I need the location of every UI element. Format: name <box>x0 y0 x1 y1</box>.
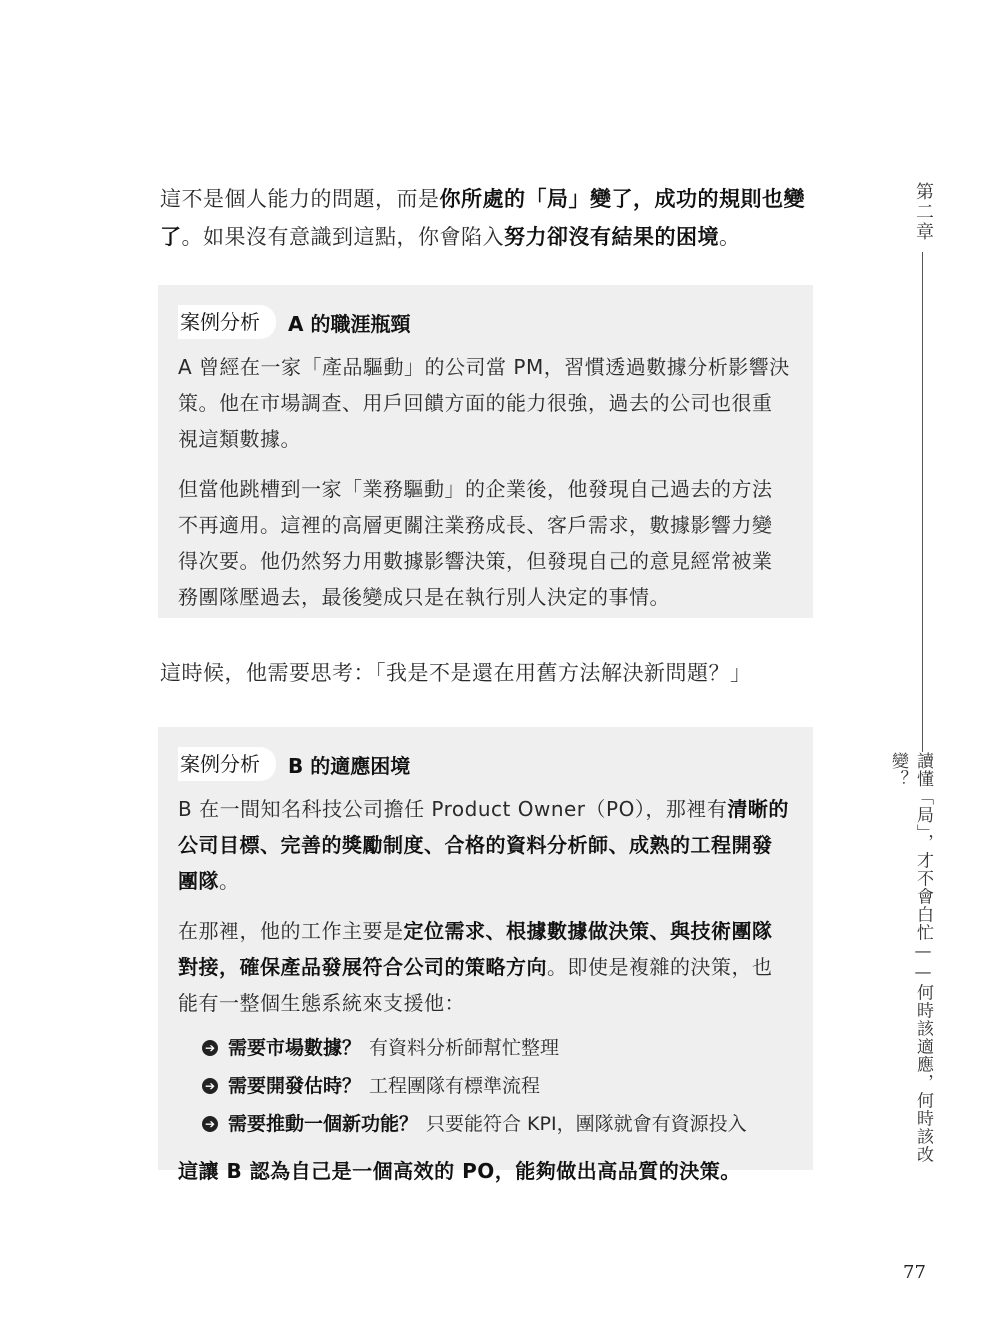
case-paragraph <box>178 913 791 1021</box>
case-box-a <box>158 285 813 618</box>
intro-emphasis: 努力卻沒有結果的困境 <box>504 225 719 249</box>
circle-arrow-icon: ➔ <box>202 1116 218 1132</box>
bullet-question: 需要推動一個新功能？ <box>228 1113 419 1135</box>
case-text: 。即使是複雜的決策，也能有一整個生態系統來支援他： <box>178 955 773 1015</box>
bullet-answer: 有資料分析師幫忙整理 <box>369 1037 560 1059</box>
case-emphasis: 清晰的公司目標、完善的獎勵制度、合格的資料分析師、成熟的工程開發團隊 <box>178 797 789 893</box>
case-paragraph: A 曾經在一家「產品驅動」的公司當 PM，習慣透過數據分析影響決策。他在市場調查、用戶回饋方面的能力很強，過去的公司也很重視這類數據。 <box>178 355 790 451</box>
chapter-label: 第二章 <box>912 182 936 252</box>
bullet-list <box>178 1029 791 1143</box>
bullet-question: 需要開發估時？ <box>228 1075 362 1097</box>
intro-text: 。 <box>719 225 741 249</box>
case-emphasis: 定位需求、根據數據做決策、與技術團隊對接，確保產品發展符合公司的策略方向 <box>178 919 773 979</box>
bullet-answer: 只要能符合 KPI，團隊就會有資源投入 <box>426 1113 747 1135</box>
case-text: B 在一間知名科技公司擔任 Product Owner（PO），那裡有 <box>178 797 728 821</box>
case-header <box>178 305 791 339</box>
intro-text: 這不是個人能力的問題，而是 <box>160 187 440 211</box>
case-title: A 的職涯瓶頸 <box>288 311 411 336</box>
case-box-b <box>158 727 813 1183</box>
case-header <box>178 747 791 781</box>
case-paragraph <box>178 791 791 899</box>
case-tag: 案例分析 <box>178 747 276 781</box>
bullet-item <box>202 1067 791 1105</box>
intro-emphasis: 你所處的「局」變了，成功的規則也變了 <box>160 187 805 249</box>
case-text: 。 <box>219 869 240 893</box>
middle-paragraph: 這時候，他需要思考：「我是不是還在用舊方法解決新問題？」 <box>160 661 752 685</box>
case-paragraph: 但當他跳槽到一家「業務驅動」的企業後，他發現自己過去的方法不再適用。這裡的高層更關注業務成長、客戶需求，數據影響力變得次要。他仍然努力用數據影響決策，但發現自己的意見經常被業務團隊壓過去，最後變成只是在執行別人決定的事情。 <box>178 477 773 609</box>
circle-arrow-icon: ➔ <box>202 1078 218 1094</box>
running-title: 讀懂「局」，才不會白忙——何時該適應，何時該改變？ <box>912 752 936 1188</box>
case-conclusion: 這讓 B 認為自己是一個高效的 PO，能夠做出高品質的決策。 <box>178 1159 741 1183</box>
bullet-item <box>202 1029 791 1067</box>
bullet-question: 需要市場數據？ <box>228 1037 362 1059</box>
bullet-answer: 工程團隊有標準流程 <box>369 1075 541 1097</box>
intro-paragraph <box>160 180 820 256</box>
circle-arrow-icon: ➔ <box>202 1040 218 1056</box>
page-number: 77 <box>903 1262 926 1283</box>
intro-text: 。如果沒有意識到這點，你會陷入 <box>181 225 504 249</box>
case-tag: 案例分析 <box>178 305 276 339</box>
case-title: B 的適應困境 <box>288 753 411 778</box>
case-text: 在那裡，他的工作主要是 <box>178 919 404 943</box>
bullet-item <box>202 1105 791 1143</box>
